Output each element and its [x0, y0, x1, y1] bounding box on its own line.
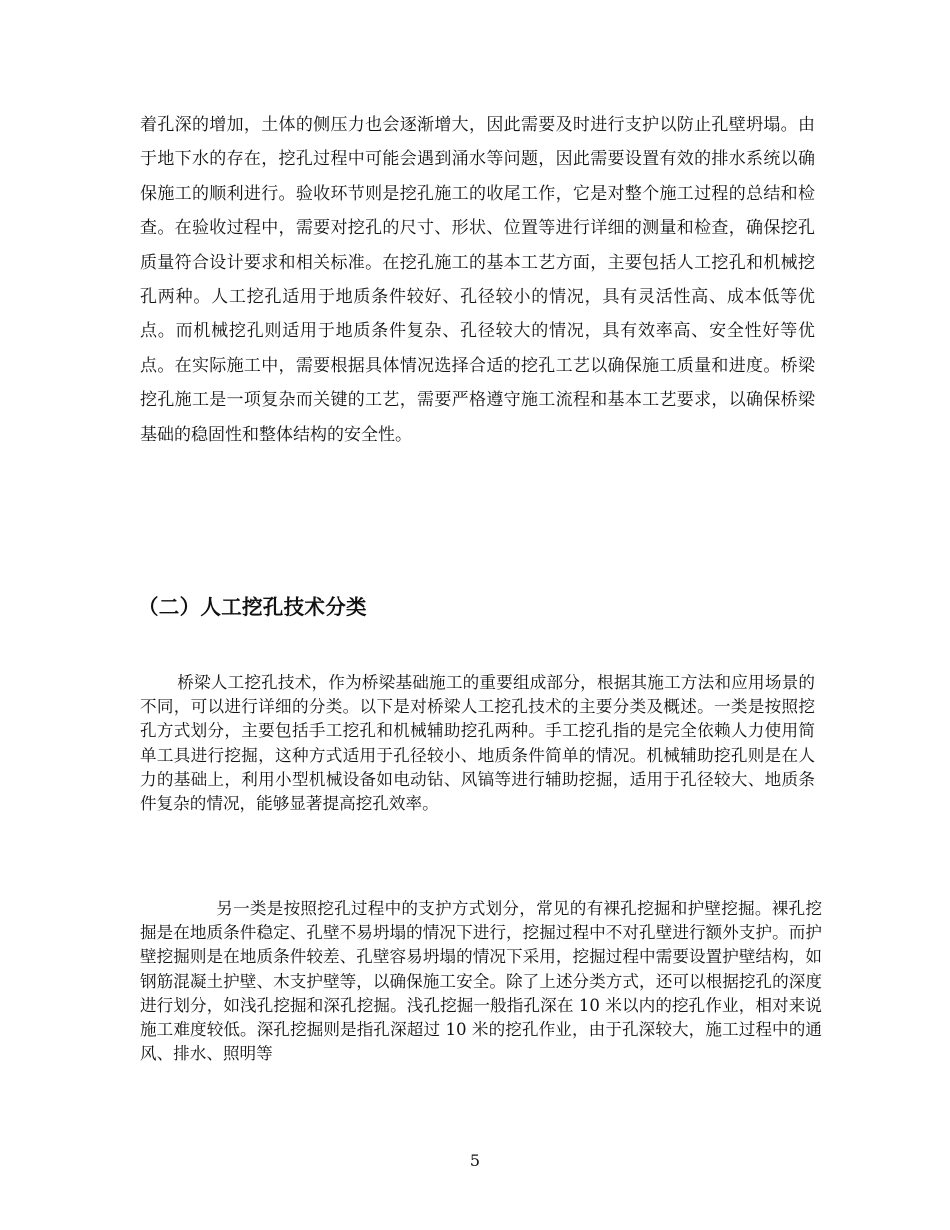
body-paragraph [140, 671, 815, 816]
body-paragraph-text: 桥梁人工挖孔技术，作为桥梁基础施工的重要组成部分，根据其施工方法和应用场景的不同，可以进行详细的分类。以下是对桥梁人工挖孔技术的主要分类及概述。一类是按照挖孔方式划分，主要包括手工挖孔和机械辅助挖孔两种。手工挖孔指的是完全依赖人力使用简单工具进行挖掘，这种方式适用于孔径较小、地质条件简单的情况。机械辅助挖孔则是在人力的基础上，利用小型机械设备如电动钻、风镐等进行辅助挖掘，适用于孔径较大、地质条件复杂的情况，能够显著提高挖孔效率。 [140, 673, 815, 814]
body-paragraph [140, 897, 822, 1066]
section-heading: （二）人工挖孔技术分类 [138, 595, 367, 619]
page-number: 5 [469, 1151, 481, 1170]
body-paragraph-continued: 着孔深的增加，土体的侧压力也会逐渐增大，因此需要及时进行支护以防止孔壁坍塌。由于地下水的存在，挖孔过程中可能会遇到涌水等问题，因此需要设置有效的排水系统以确保施工的顺利进行。验收环节则是挖孔施工的收尾工作，它是对整个施工过程的总结和检查。在验收过程中，需要对挖孔的尺寸、形状、位置等进行详细的测量和检查，确保挖孔质量符合设计要求和相关标准。在挖孔施工的基本工艺方面，主要包括人工挖孔和机械挖孔两种。人工挖孔适用于地质条件较好、孔径较小的情况，具有灵活性高、成本低等优点。而机械挖孔则适用于地质条件复杂、孔径较大的情况，具有效率高、安全性好等优点。在实际施工中，需要根据具体情况选择合适的挖孔工艺以确保施工质量和进度。桥梁挖孔施工是一项复杂而关键的工艺，需要严格遵守施工流程和基本工艺要求，以确保桥梁基础的稳固性和整体结构的安全性。 [140, 115, 815, 445]
body-paragraph-text: 另一类是按照挖孔过程中的支护方式划分，常见的有裸孔挖掘和护壁挖掘。裸孔挖掘是在地质条件稳定、孔壁不易坍塌的情况下进行，挖掘过程中不对孔壁进行额外支护。而护壁挖掘则是在地质条件较差、孔壁容易坍塌的情况下采用，挖掘过程中需要设置护壁结构，如钢筋混凝土护壁、木支护壁等，以确保施工安全。除了上述分类方式，还可以根据挖孔的深度进行划分，如浅孔挖掘和深孔挖掘。浅孔挖掘一般指孔深在 10 米以内的挖孔作业，相对来说施工难度较低。深孔挖掘则是指孔深超过 10 米的挖孔作业，由于孔深较大，施工过程中的通风、排水、照明等 [140, 899, 822, 1064]
